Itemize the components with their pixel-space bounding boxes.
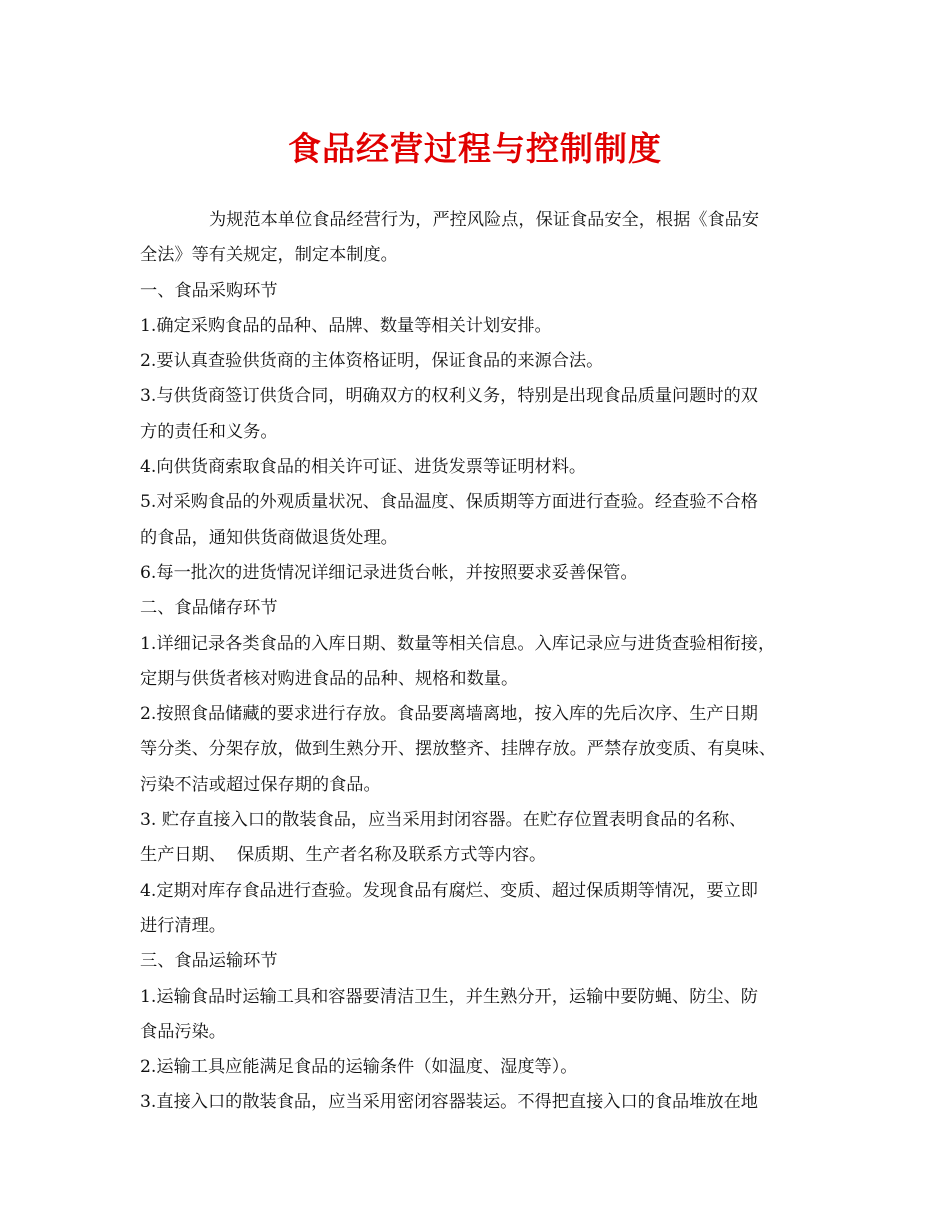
purchase-item-4: 4.向供货商索取食品的相关许可证、进货发票等证明材料。 xyxy=(140,457,587,478)
storage-item-3-line-1: 3. 贮存直接入口的散装食品，应当采用封闭容器。在贮存位置表明食品的名称、 xyxy=(140,810,747,831)
section-heading-purchase: 一、食品采购环节 xyxy=(140,280,278,301)
storage-item-2-line-3: 污染不洁或超过保存期的食品。 xyxy=(140,774,381,795)
purchase-item-1: 1.确定采购食品的品种、品牌、数量等相关计划安排。 xyxy=(140,315,552,336)
purchase-item-3-line-1: 3.与供货商签订供货合同，明确双方的权利义务，特别是出现食品质量问题时的双 xyxy=(140,386,758,407)
section-heading-transport: 三、食品运输环节 xyxy=(140,951,278,972)
document-body xyxy=(140,203,825,1121)
storage-item-4-line-1: 4.定期对库存食品进行查验。发现食品有腐烂、变质、超过保质期等情况，要立即 xyxy=(140,880,758,901)
transport-item-2: 2.运输工具应能满足食品的运输条件（如温度、湿度等）。 xyxy=(140,1057,578,1078)
transport-item-3-line-1: 3.直接入口的散装食品，应当采用密闭容器装运。不得把直接入口的食品堆放在地 xyxy=(140,1092,758,1113)
storage-item-1-line-2: 定期与供货者核对购进食品的品种、规格和数量。 xyxy=(140,668,519,689)
storage-item-4-line-2: 进行清理。 xyxy=(140,915,226,936)
purchase-item-5-line-2: 的食品，通知供货商做退货处理。 xyxy=(140,527,398,548)
intro-line-2: 全法》等有关规定，制定本制度。 xyxy=(140,245,398,266)
purchase-item-3-line-2: 方的责任和义务。 xyxy=(140,421,278,442)
document-title: 食品经营过程与控制制度 xyxy=(288,129,662,168)
storage-item-2-line-1: 2.按照食品储藏的要求进行存放。食品要离墙离地，按入库的先后次序、生产日期 xyxy=(140,704,758,725)
transport-item-1-line-1: 1.运输食品时运输工具和容器要清洁卫生，并生熟分开，运输中要防蝇、防尘、防 xyxy=(140,986,758,1007)
transport-item-1-line-2: 食品污染。 xyxy=(140,1021,226,1042)
storage-item-1-line-1: 1.详细记录各类食品的入库日期、数量等相关信息。入库记录应与进货查验相衔接， xyxy=(140,633,776,654)
intro-line-1: 为规范本单位食品经营行为，严控风险点，保证食品安全，根据《食品安 xyxy=(209,210,760,230)
purchase-item-6: 6.每一批次的进货情况详细记录进货台帐，并按照要求妥善保管。 xyxy=(140,562,638,583)
section-heading-storage: 二、食品储存环节 xyxy=(140,598,278,619)
storage-item-2-line-2: 等分类、分架存放，做到生熟分开、摆放整齐、挂牌存放。严禁存放变质、有臭味、 xyxy=(140,739,776,760)
purchase-item-5-line-1: 5.对采购食品的外观质量状况、食品温度、保质期等方面进行查验。经查验不合格 xyxy=(140,492,758,513)
storage-item-3-line-2: 生产日期、 保质期、生产者名称及联系方式等内容。 xyxy=(140,845,547,866)
purchase-item-2: 2.要认真查验供货商的主体资格证明，保证食品的来源合法。 xyxy=(140,351,604,372)
